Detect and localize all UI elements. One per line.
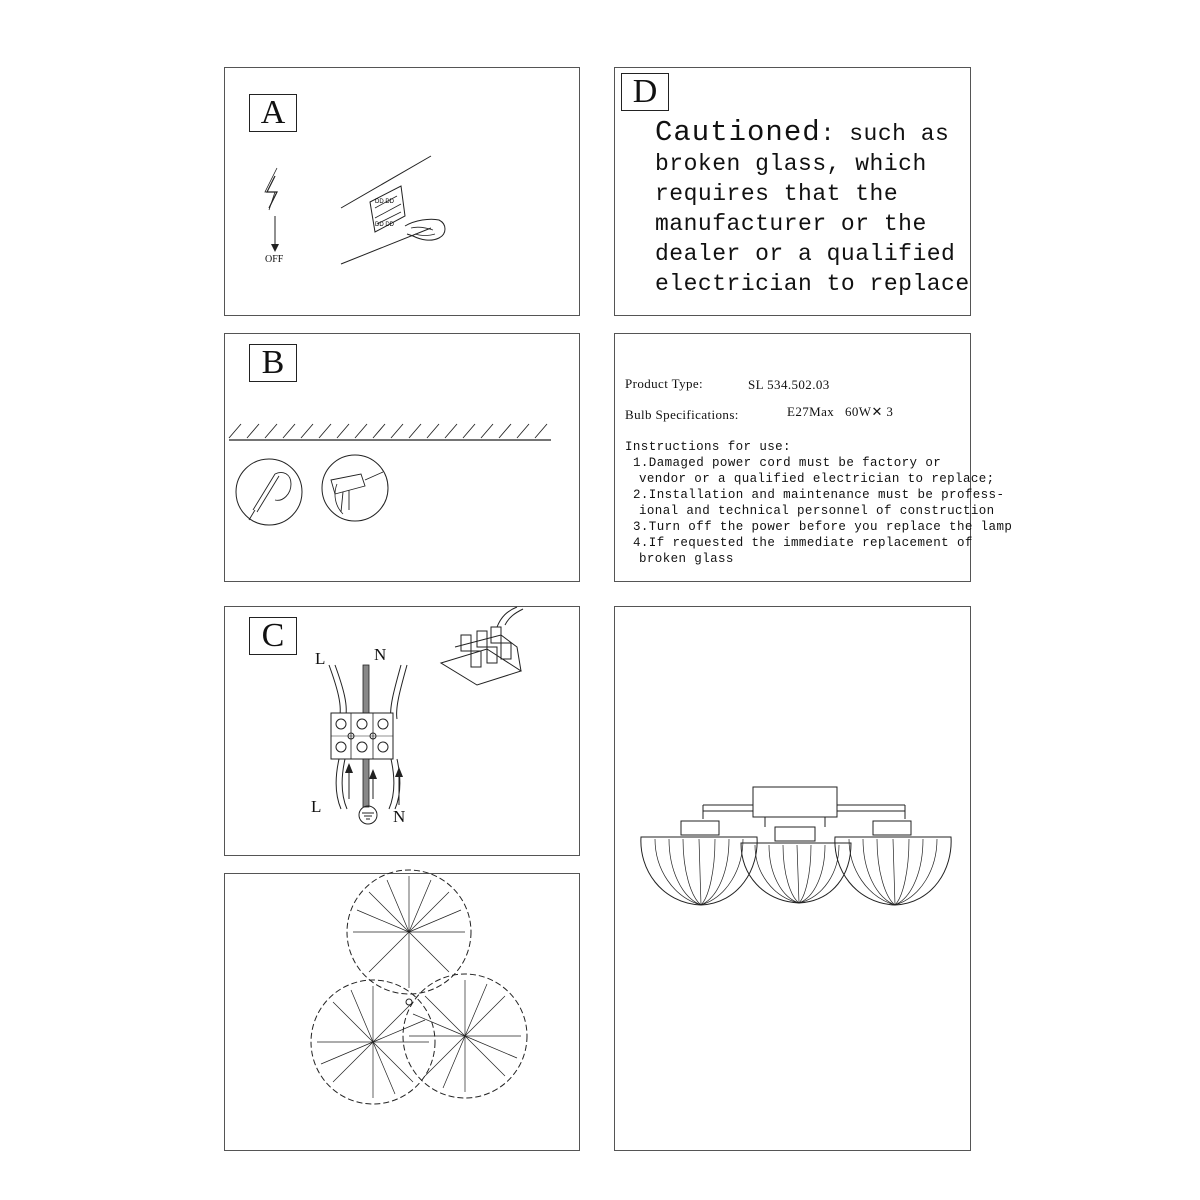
instruction-line-1: 1.Damaged power cord must be factory or (633, 456, 942, 470)
lamp-top-view-panel (224, 873, 580, 1151)
lamp-shade-center (741, 843, 851, 903)
switch-off-illustration (225, 68, 581, 317)
svg-text:DD DD: DD DD (375, 222, 394, 228)
caution-line-4: manufacturer or the (655, 211, 927, 237)
label-l-bottom: L (311, 797, 322, 816)
caution-line-1: : such as (820, 121, 950, 147)
bulb-spec-value-1: E27Max (787, 404, 835, 419)
instruction-line-2: vendor or a qualified electrician to replace; (639, 472, 995, 486)
caution-line-3: requires that the (655, 181, 899, 207)
panel-c (224, 606, 580, 856)
instruction-line-6: 4.If requested the immediate replacement of (633, 536, 973, 550)
panel-b (224, 333, 580, 582)
label-n-bottom: N (393, 807, 406, 826)
ground-icon (359, 806, 377, 824)
bulb-spec-value-2: 60W✕ 3 (845, 404, 894, 419)
off-label: OFF (265, 254, 284, 265)
instruction-line-7: broken glass (639, 552, 734, 566)
product-type-label: Product Type: (625, 376, 704, 391)
label-l-top: L (315, 649, 326, 668)
ceiling-drilling-illustration (225, 334, 581, 583)
caution-line-2: broken glass, which (655, 151, 927, 177)
hand-icon (405, 219, 445, 240)
spec-panel (614, 333, 1013, 582)
label-n-top: N (374, 645, 387, 664)
panel-b-tag: B (249, 344, 297, 382)
instruction-line-4: ional and technical personnel of construction (639, 504, 995, 518)
caution-heading: Cautioned (655, 116, 821, 149)
caution-text (655, 118, 970, 299)
instructions-heading: Instructions for use: (625, 440, 791, 454)
panel-d (614, 67, 971, 316)
panel-d-tag: D (621, 73, 669, 111)
lamp-side-view (615, 607, 972, 1152)
panel-a-tag: A (249, 94, 297, 132)
product-type-value: SL 534.502.03 (748, 377, 830, 392)
instruction-line-5: 3.Turn off the power before you replace the lamp (633, 520, 1013, 534)
instruction-line-3: 2.Installation and maintenance must be profess- (633, 488, 1005, 502)
lamp-top-view (225, 874, 581, 1152)
drill-detail-icon (322, 455, 388, 521)
panel-a (224, 67, 580, 316)
svg-text:DD DD: DD DD (375, 199, 394, 205)
caution-line-5: dealer or a qualified (655, 241, 956, 267)
caution-line-6: electrician to replace (655, 271, 970, 297)
bulb-spec-label: Bulb Specifications: (625, 407, 739, 422)
panel-c-tag: C (249, 617, 297, 655)
lamp-side-view-panel (614, 606, 971, 1151)
